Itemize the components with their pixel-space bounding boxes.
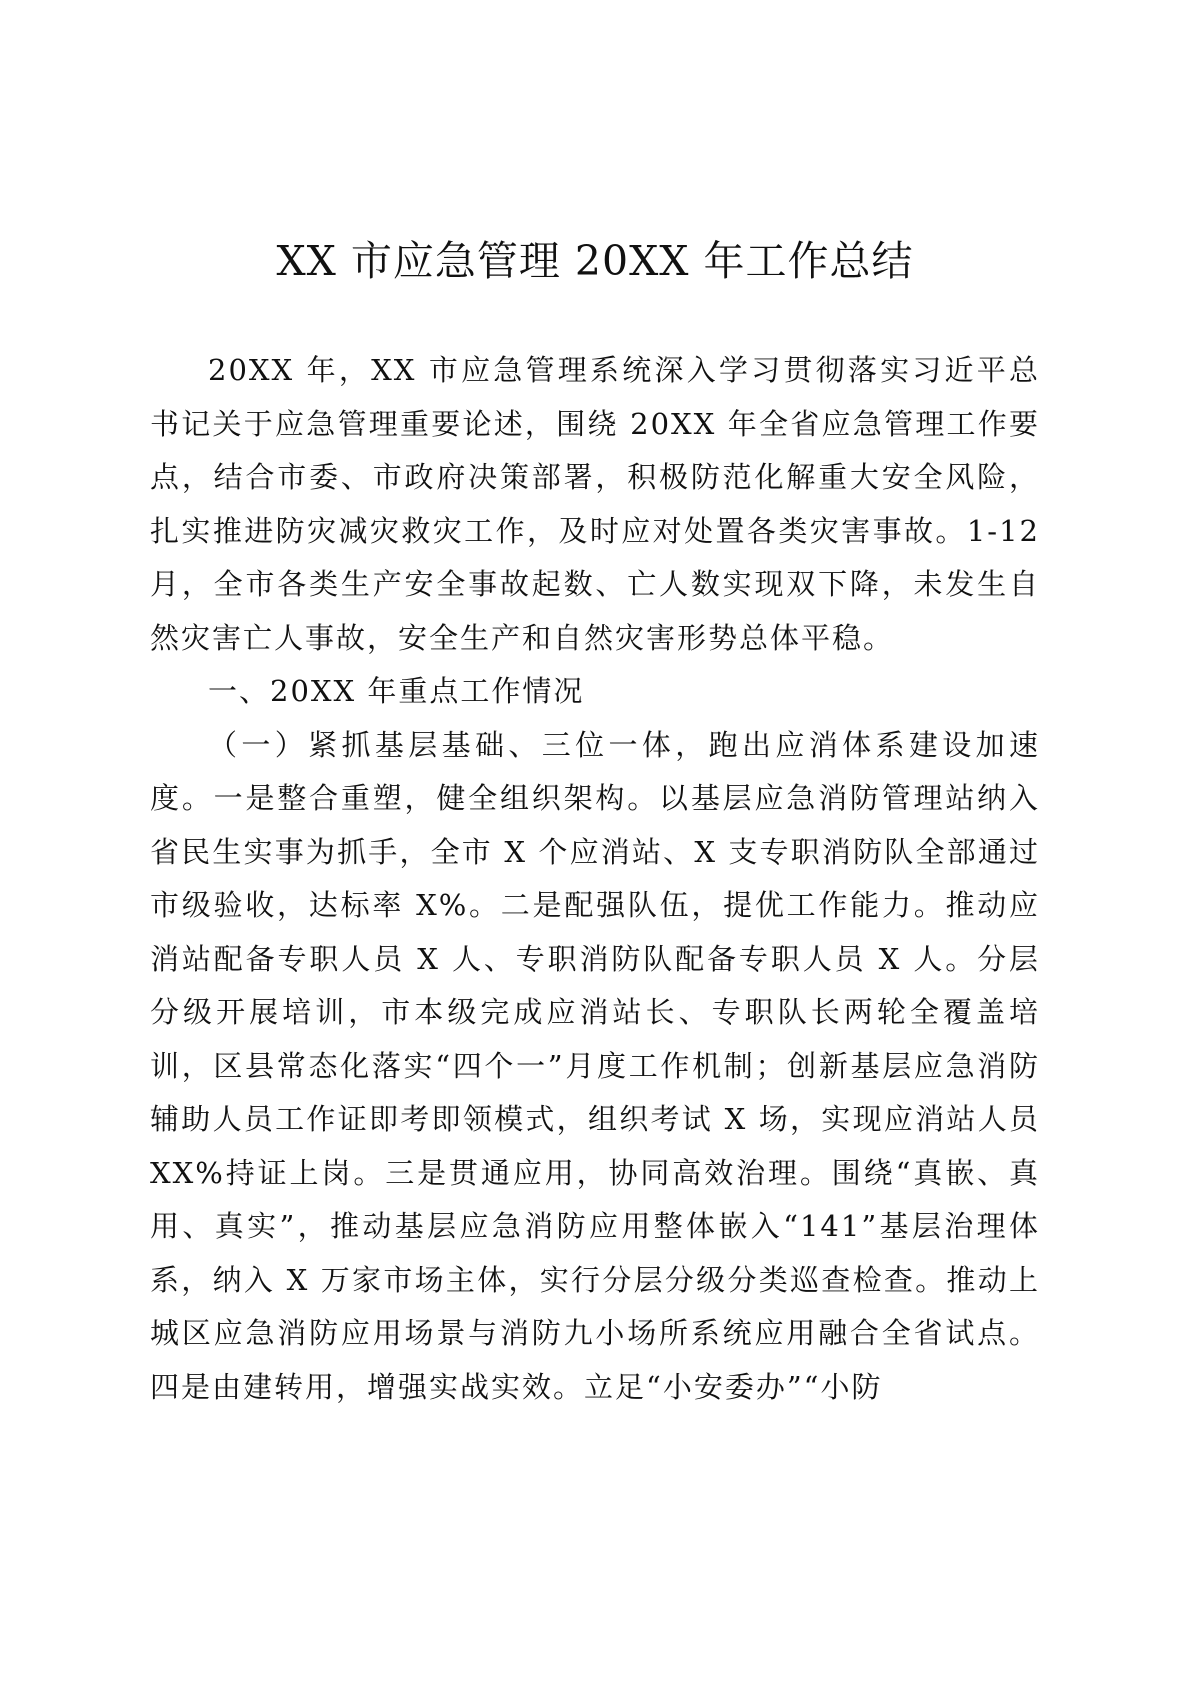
document-body [150,344,1040,1414]
document-title: XX 市应急管理 20XX 年工作总结 [276,237,914,285]
section-heading: 一、20XX 年重点工作情况 [208,674,585,708]
intro-paragraph: 20XX 年，XX 市应急管理系统深入学习贯彻落实习近平总书记关于应急管理重要论述，围绕 20XX 年全省应急管理工作要点，结合市委、市政府决策部署，积极防范化解重大安全风险，扎实推进防灾减灾救灾工作，及时应对处置各类灾害事故。1-12 月，全市各类生产安全事故起数、亡人数实现双下降，未发生自然灾害亡人事故，安全生产和自然灾害形势总体平稳。 [150,353,1040,655]
subsection-paragraph: （一）紧抓基层基础、三位一体，跑出应消体系建设加速度。一是整合重塑，健全组织架构。以基层应急消防管理站纳入省民生实事为抓手，全市 X 个应消站、X 支专职消防队全部通过市级验收，达标率 X%。二是配强队伍，提优工作能力。推动应消站配备专职人员 X 人、专职消防队配备专职人员 X 人。分层分级开展培训，市本级完成应消站长、专职队长两轮全覆盖培训，区县常态化落实“四个一”月度工作机制；创新基层应急消防辅助人员工作证即考即领模式，组织考试 X 场，实现应消站人员 XX%持证上岗。三是贯通应用，协同高效治理。围绕“真嵌、真用、真实”，推动基层应急消防应用整体嵌入“141”基层治理体系，纳入 X 万家市场主体，实行分层分级分类巡查检查。推动上城区应急消防应用场景与消防九小场所系统应用融合全省试点。四是由建转用，增强实战实效。立足“小安委办”“小防 [150,727,1040,1404]
